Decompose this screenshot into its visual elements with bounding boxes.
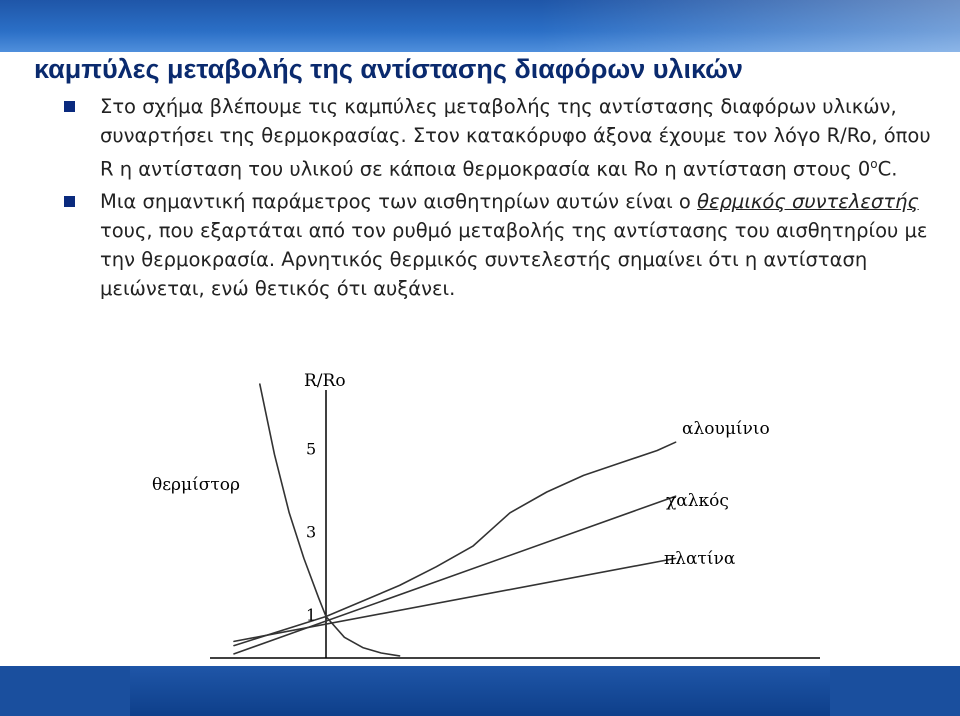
footer-band [0, 666, 960, 716]
bullet-item [62, 187, 932, 303]
series-label: θερμίστορ [152, 475, 240, 495]
slide-title: καμπύλες μεταβολής της αντίστασης διαφόρων υλικών [34, 54, 743, 84]
square-bullet-icon [64, 196, 75, 207]
resistance-chart [130, 362, 830, 666]
footer-left-block [0, 666, 130, 716]
series-label: αλουμίνιο [682, 419, 770, 439]
y-tick-label: 3 [306, 522, 317, 542]
chart-area [130, 362, 830, 666]
degree-sup: ο [870, 157, 878, 171]
bullet-2-text: Μια σημαντική παράμετρος των αισθητηρίων αυτών είναι ο [100, 189, 698, 213]
bullet-2-emphasis: θερμικός συντελεστής [697, 189, 919, 213]
series-line-πλατίνα [234, 558, 676, 641]
bullet-1-unit: C. [877, 157, 898, 181]
y-tick-label: 1 [306, 605, 317, 625]
header-highlight [540, 0, 960, 52]
series-line-χαλκός [234, 496, 676, 654]
bullet-item [62, 92, 932, 184]
series-label: πλατίνα [664, 549, 736, 569]
header-band [0, 0, 960, 52]
series-label: χαλκός [666, 491, 729, 511]
footer-right-block [830, 666, 960, 716]
series-line-αλουμίνιο [234, 439, 676, 645]
y-axis-label: R/Ro [304, 371, 346, 391]
bullet-1-text: Στο σχήμα βλέπουμε τις καμπύλες μεταβολής της αντίστασης διαφόρων υλικών, συναρτήσει της θερμοκρασίας. Στον κατακόρυφο άξονα έχουμε τον λόγο R/Ro, όπου R η αντίσταση του υλικού σε κάποια θερμοκρασία και Ro η αντίσταση στους 0 [100, 95, 931, 181]
square-bullet-icon [64, 101, 75, 112]
y-tick-label: 5 [306, 439, 317, 459]
bullet-list [62, 92, 932, 306]
bullet-2-text-end: τους, που εξαρτάται από τον ρυθμό μεταβολής της αντίστασης του αισθητηρίου με την θερμοκρασία. Αρνητικός θερμικός συντελεστής σημαίνει ότι η αντίσταση μειώνεται, ενώ θετικός ότι αυξάνει. [100, 218, 928, 300]
